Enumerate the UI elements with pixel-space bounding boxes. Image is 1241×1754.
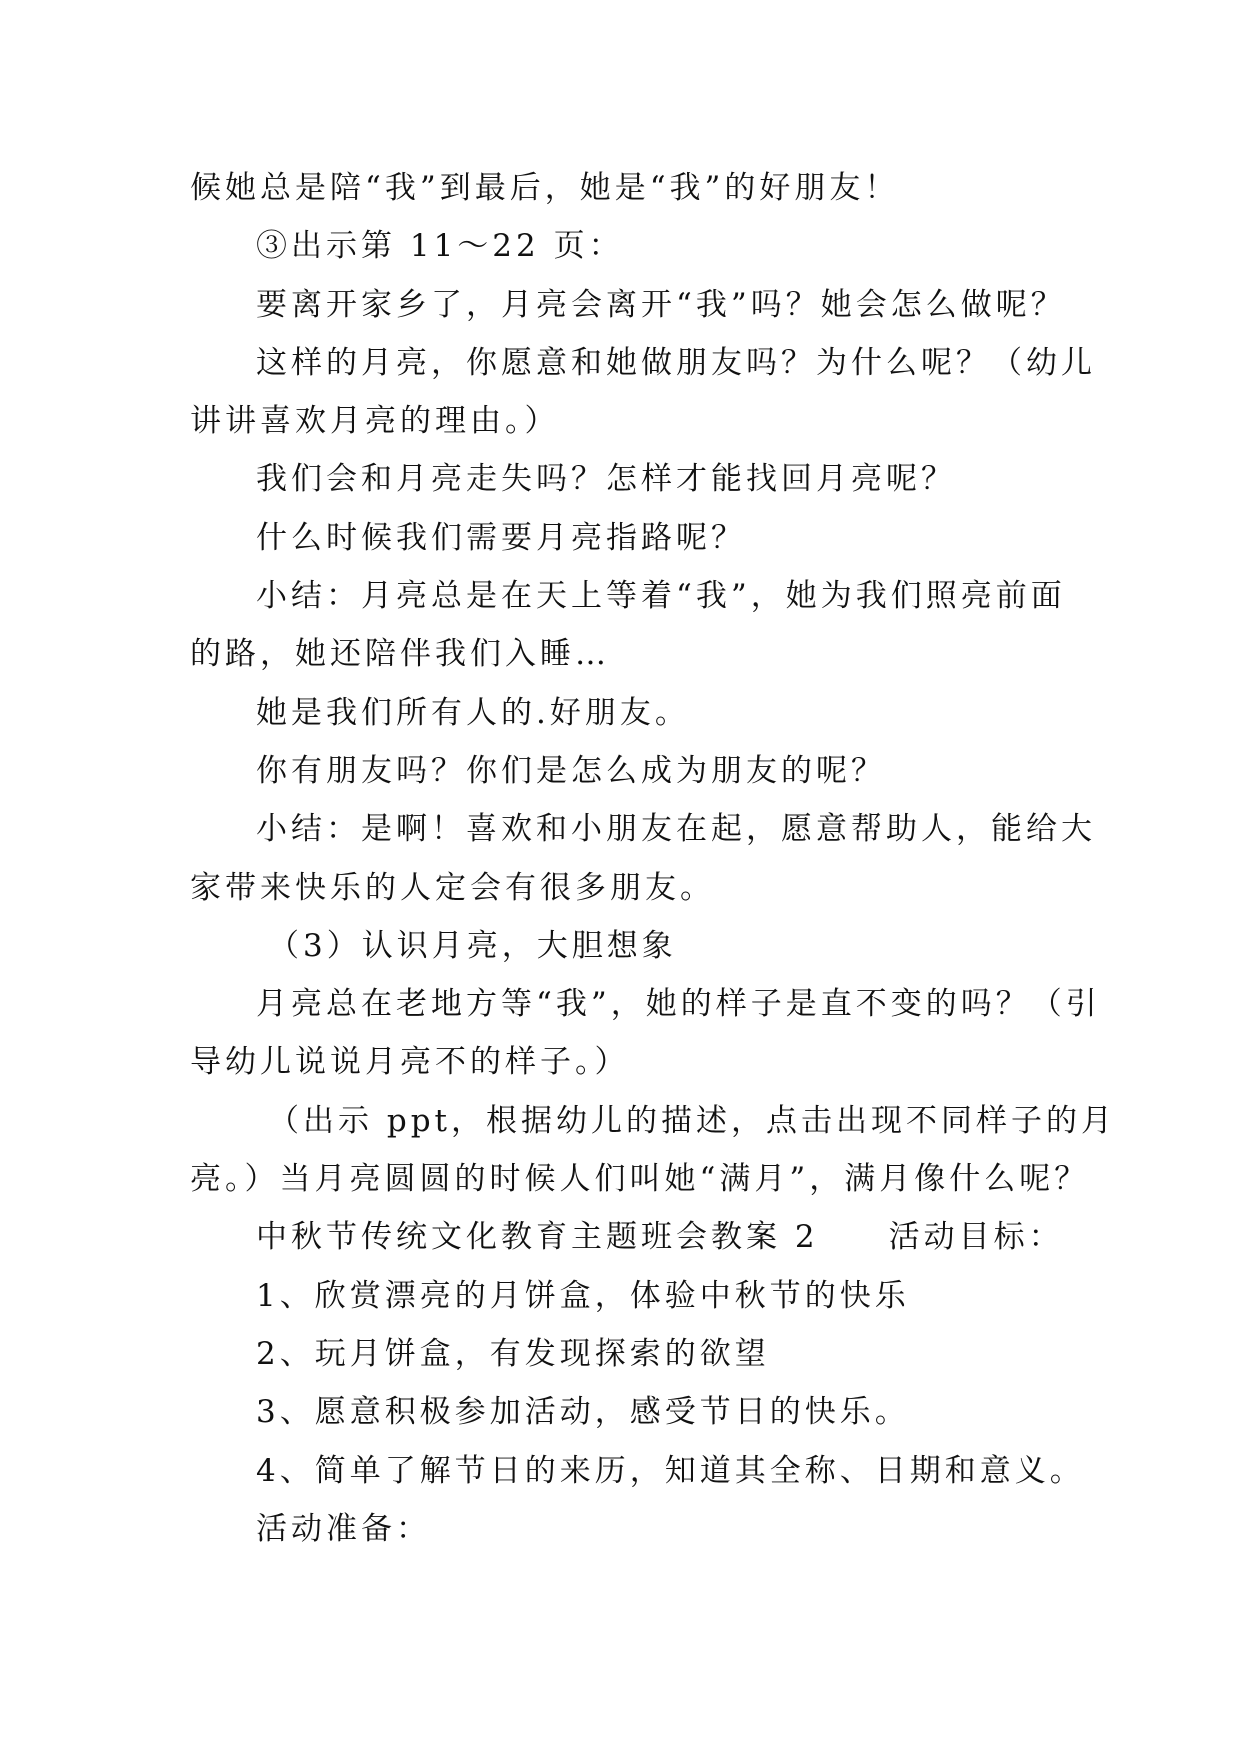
text-line-23: 4、简单了解节日的来历，知道其全称、日期和意义。 (256, 1452, 1085, 1489)
text-line-22: 3、愿意积极参加活动，感受节日的快乐。 (256, 1394, 910, 1431)
text-line-21: 2、玩月饼盒，有发现探索的欲望 (256, 1335, 770, 1372)
text-line-2: ③出示第 11～22 页： (256, 228, 624, 265)
text-line-7: 什么时候我们需要月亮指路呢？ (256, 519, 746, 556)
text-line-13: 家带来快乐的人定会有很多朋友。 (190, 869, 715, 906)
text-line-17: （出示 ppt，根据幼儿的描述，点击出现不同样子的月 (268, 1102, 1116, 1139)
document-body (190, 159, 1116, 1558)
text-line-5: 讲讲喜欢月亮的理由。） (190, 403, 560, 440)
text-line-24: 活动准备： (256, 1510, 431, 1547)
text-line-12: 小结：是啊！喜欢和小朋友在起，愿意帮助人，能给大 (256, 811, 1096, 848)
text-line-18: 亮。）当月亮圆圆的时候人们叫她“满月”，满月像什么呢？ (190, 1161, 1090, 1198)
text-line-15: 月亮总在老地方等“我”，她的样子是直不变的吗？（引 (256, 986, 1101, 1023)
text-line-3: 要离开家乡了，月亮会离开“我”吗？她会怎么做呢？ (256, 286, 1066, 323)
text-line-10: 她是我们所有人的.好朋友。 (256, 694, 690, 731)
text-line-8: 小结：月亮总是在天上等着“我”，她为我们照亮前面 (256, 578, 1066, 615)
text-line-11: 你有朋友吗？你们是怎么成为朋友的呢？ (256, 752, 886, 789)
text-line-1: 候她总是陪“我”到最后，她是“我”的好朋友！ (190, 170, 900, 206)
text-line-9: 的路，她还陪伴我们入睡… (190, 636, 610, 673)
text-line-19: 中秋节传统文化教育主题班会教案 2 活动目标： (256, 1219, 1064, 1256)
text-line-6: 我们会和月亮走失吗？怎样才能找回月亮呢？ (256, 461, 956, 498)
text-line-16: 导幼儿说说月亮不的样子。） (190, 1044, 630, 1081)
text-line-4: 这样的月亮，你愿意和她做朋友吗？为什么呢？（幼儿 (256, 344, 1096, 381)
text-line-14: （3）认识月亮，大胆想象 (268, 927, 677, 964)
text-line-20: 1、欣赏漂亮的月饼盒，体验中秋节的快乐 (256, 1277, 910, 1314)
